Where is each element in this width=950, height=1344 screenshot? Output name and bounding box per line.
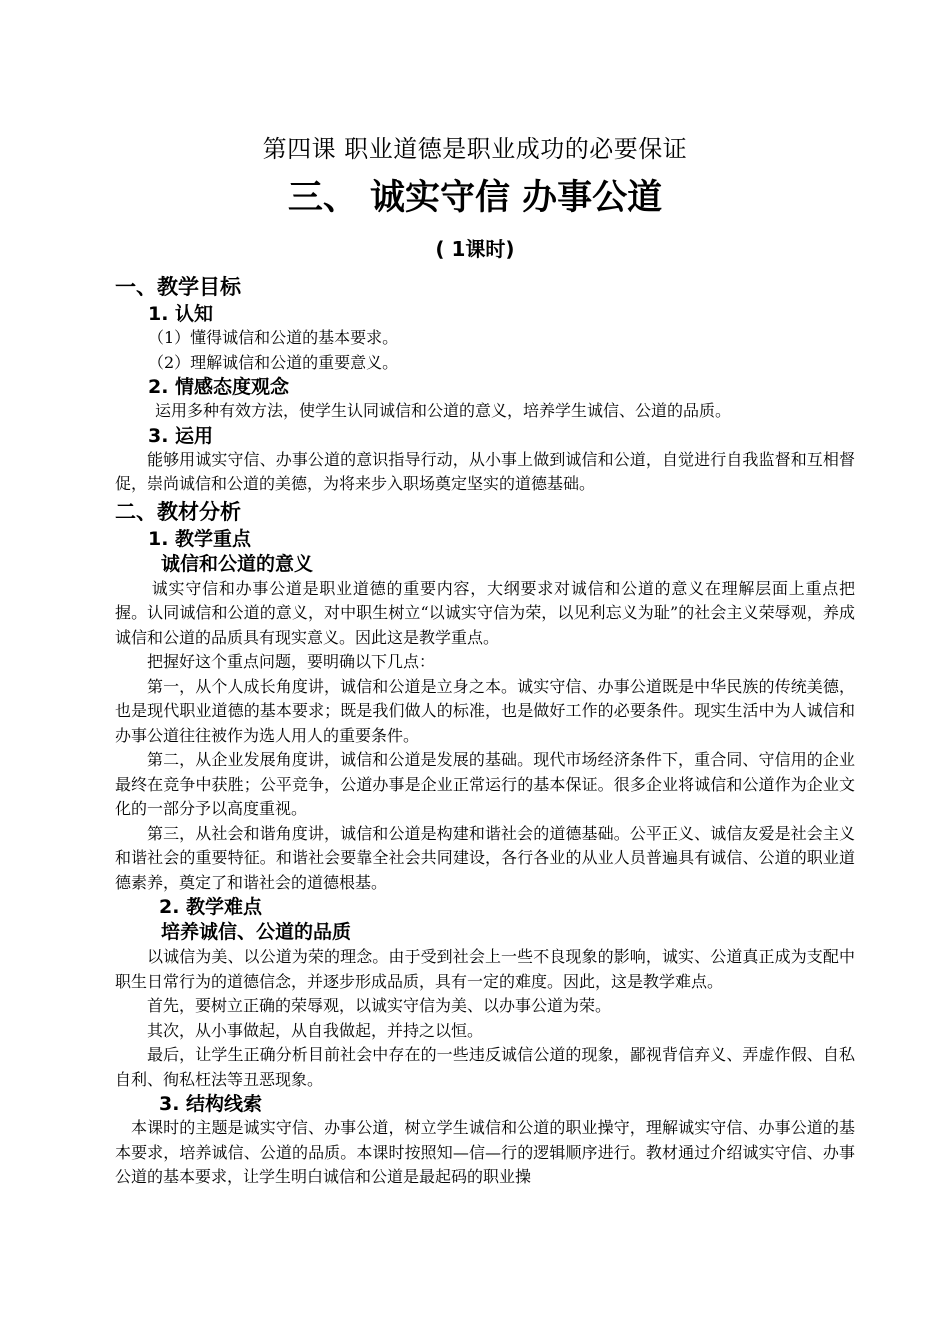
paragraph: 第一，从个人成长角度讲，诚信和公道是立身之本。诚实守信、办事公道既是中华民族的传统美德，也是现代职业道德的基本要求；既是我们做人的标准，也是做好工作的必要条件。现实生活中为人诚信和办事公道往往被作为选人用人的重要条件。 [115, 676, 855, 745]
paragraph: 最后，让学生正确分析目前社会中存在的一些违反诚信公道的现象，鄙视背信弃义、弄虚作假、自私自利、徇私枉法等丑恶现象。 [115, 1045, 855, 1089]
subheading-application: 3. 运用 [148, 424, 214, 447]
subheading-structure: 3. 结构线索 [159, 1093, 263, 1115]
section-heading-analysis: 二、教材分析 [115, 499, 241, 524]
paragraph: 首先，要树立正确的荣辱观，以诚实守信为美、以办事公道为荣。 [147, 996, 612, 1015]
objective-item: （2）理解诚信和公道的重要意义。 [148, 352, 399, 372]
paragraph: 第二，从企业发展角度讲，诚信和公道是发展的基础。现代市场经济条件下，重合同、守信用的企业最终在竞争中获胜；公平竞争，公道办事是企业正常运行的基本保证。很多企业将诚信和公道作为企业文化的一部分予以高度重视。 [115, 750, 855, 818]
section-heading-objectives: 一、教学目标 [115, 275, 241, 299]
topic-heading: 诚信和公道的意义 [161, 552, 314, 575]
subheading-difficult-point: 2. 教学难点 [159, 896, 263, 918]
topic-heading: 培养诚信、公道的品质 [161, 921, 352, 943]
paragraph: 第三，从社会和谐角度讲，诚信和公道是构建和谐社会的道德基础。公平正义、诚信友爱是社会主义和谐社会的重要特征。和谐社会要靠全社会共同建设，各行各业的从业人员普遍具有诚信、公道的职业道德素养，奠定了和谐社会的道德根基。 [115, 823, 855, 892]
paragraph: 本课时的主题是诚实守信、办事公道，树立学生诚信和公道的职业操守，理解诚实守信、办事公道的基本要求，培养诚信、公道的品质。本课时按照知—信—行的逻辑顺序进行。教材通过介绍诚实守信、办事公道的基本要求，让学生明白诚信和公道是最起码的职业操 [115, 1118, 855, 1186]
subheading-cognition: 1. 认知 [148, 303, 214, 325]
subheading-emotion: 2. 情感态度观念 [148, 376, 290, 398]
document-body [115, 272, 855, 1190]
class-hours: ( 1课时) [435, 237, 515, 261]
page-title: 三、 诚实守信 办事公道 [287, 178, 663, 218]
paragraph: 其次，从小事做起，从自我做起，并持之以恒。 [147, 1020, 484, 1040]
paragraph: 能够用诚实守信、办事公道的意识指导行动，从小事上做到诚信和公道，自觉进行自我监督和互相督促，崇尚诚信和公道的美德，为将来步入职场奠定坚实的道德基础。 [115, 449, 855, 493]
paragraph: 以诚信为美、以公道为荣的理念。由于受到社会上一些不良现象的影响，诚实、公道真正成为支配中职生日常行为的道德信念，并逐步形成品质，具有一定的难度。因此，这是教学难点。 [115, 947, 855, 991]
subheading-key-point: 1. 教学重点 [148, 527, 252, 550]
paragraph: 把握好这个重点问题，要明确以下几点： [147, 652, 436, 671]
lesson-subtitle: 第四课 职业道德是职业成功的必要保证 [262, 135, 688, 163]
paragraph: 运用多种有效方法，使学生认同诚信和公道的意义，培养学生诚信、公道的品质。 [155, 401, 732, 420]
paragraph: 诚实守信和办事公道是职业道德的重要内容，大纲要求对诚信和公道的意义在理解层面上重点把握。认同诚信和公道的意义，对中职生树立“以诚实守信为荣，以见利忘义为耻”的社会主义荣辱观，养成诚信和公道的品质具有现实意义。因此这是教学重点。 [115, 578, 855, 647]
objective-item: （1）懂得诚信和公道的基本要求。 [148, 328, 399, 347]
